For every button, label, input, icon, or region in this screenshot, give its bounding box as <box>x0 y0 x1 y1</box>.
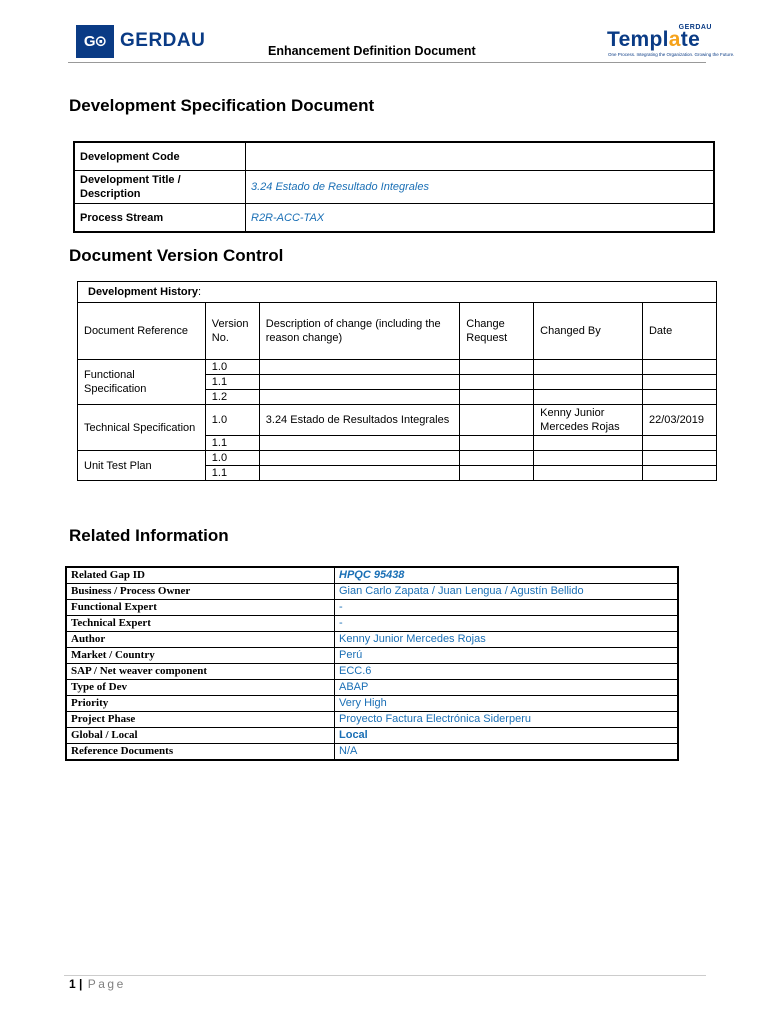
version-cell: 1.1 <box>205 466 259 481</box>
template-logo <box>604 24 735 58</box>
field-label: Reference Documents <box>66 744 335 761</box>
column-header: Change Request <box>460 303 534 360</box>
description-cell: 3.24 Estado de Resultados Integrales <box>259 405 459 436</box>
doc-reference-cell: Unit Test Plan <box>78 451 206 481</box>
version-control-table <box>77 281 717 481</box>
field-value: Perú <box>335 648 679 664</box>
table-row <box>66 584 678 600</box>
field-label: Global / Local <box>66 728 335 744</box>
doc-reference-cell: Technical Specification <box>78 405 206 451</box>
column-header: Changed By <box>534 303 643 360</box>
field-value: - <box>335 616 679 632</box>
version-cell: 1.0 <box>205 360 259 375</box>
page-label: Page <box>87 977 126 991</box>
field-label: Development Code <box>74 142 246 171</box>
version-cell: 1.2 <box>205 390 259 405</box>
field-value: Very High <box>335 696 679 712</box>
date-cell: 22/03/2019 <box>642 405 716 436</box>
version-cell: 1.0 <box>205 405 259 436</box>
section-heading-related-info: Related Information <box>69 526 229 545</box>
page-number: 1 <box>69 977 76 991</box>
field-value: Kenny Junior Mercedes Rojas <box>335 632 679 648</box>
table-row <box>66 728 678 744</box>
field-label: Priority <box>66 696 335 712</box>
dev-spec-table <box>73 141 715 233</box>
field-value: N/A <box>335 744 679 761</box>
table-row <box>66 648 678 664</box>
doc-reference-cell: Functional Specification <box>78 360 206 405</box>
version-cell: 1.0 <box>205 451 259 466</box>
template-logo-tagline: One Process. Integrating the Organization. Growing the Future. <box>608 52 735 57</box>
table-row <box>78 282 717 303</box>
field-label: Functional Expert <box>66 600 335 616</box>
table-row <box>74 142 714 171</box>
header-divider <box>68 62 706 63</box>
table-row <box>78 360 717 375</box>
template-logo-small: GERDAU <box>678 24 712 31</box>
column-header: Document Reference <box>78 303 206 360</box>
column-header: Description of change (including the reason change) <box>259 303 459 360</box>
related-info-table <box>65 566 679 761</box>
footer-divider <box>64 975 706 976</box>
field-value: Local <box>335 728 679 744</box>
table-header-row <box>78 303 717 360</box>
field-value: - <box>335 600 679 616</box>
table-row <box>66 744 678 761</box>
document-type-title: Enhancement Definition Document <box>268 44 476 58</box>
table-row <box>78 451 717 466</box>
table-row <box>66 696 678 712</box>
section-heading-version-control: Document Version Control <box>69 246 284 265</box>
changed-by-cell: Kenny Junior Mercedes Rojas <box>534 405 643 436</box>
gerdau-logo-text: GERDAU <box>120 30 206 51</box>
field-value: R2R-ACC-TAX <box>246 204 715 233</box>
section-heading-dev-spec: Development Specification Document <box>69 96 375 115</box>
field-value: Gian Carlo Zapata / Juan Lengua / Agustín Bellido <box>335 584 679 600</box>
field-value <box>246 142 715 171</box>
table-row <box>66 632 678 648</box>
table-row <box>66 616 678 632</box>
field-value: ABAP <box>335 680 679 696</box>
field-label: Process Stream <box>74 204 246 233</box>
table-row <box>66 680 678 696</box>
table-row <box>74 204 714 233</box>
version-cell: 1.1 <box>205 436 259 451</box>
gerdau-logo <box>76 24 216 58</box>
field-value: HPQC 95438 <box>335 567 679 584</box>
field-value: 3.24 Estado de Resultado Integrales <box>246 171 715 204</box>
field-label: Related Gap ID <box>66 567 335 584</box>
development-history-label: Development History: <box>78 282 717 303</box>
gerdau-logo-mark: G ⊙ <box>76 25 114 58</box>
table-row <box>78 405 717 436</box>
field-label: Author <box>66 632 335 648</box>
table-row <box>66 712 678 728</box>
field-label: Business / Process Owner <box>66 584 335 600</box>
field-value: ECC.6 <box>335 664 679 680</box>
column-header: Date <box>642 303 716 360</box>
column-header: Version No. <box>205 303 259 360</box>
table-row <box>66 600 678 616</box>
version-cell: 1.1 <box>205 375 259 390</box>
field-label: SAP / Net weaver component <box>66 664 335 680</box>
template-logo-word: Template <box>607 28 701 51</box>
field-label: Market / Country <box>66 648 335 664</box>
table-row <box>66 664 678 680</box>
field-label: Type of Dev <box>66 680 335 696</box>
field-label: Technical Expert <box>66 616 335 632</box>
field-label: Project Phase <box>66 712 335 728</box>
table-row <box>74 171 714 204</box>
field-value: Proyecto Factura Electrónica Siderperu <box>335 712 679 728</box>
field-label: Development Title / Description <box>74 171 246 204</box>
page-separator: | <box>79 977 83 991</box>
table-row <box>66 567 678 584</box>
page-footer <box>69 977 126 991</box>
